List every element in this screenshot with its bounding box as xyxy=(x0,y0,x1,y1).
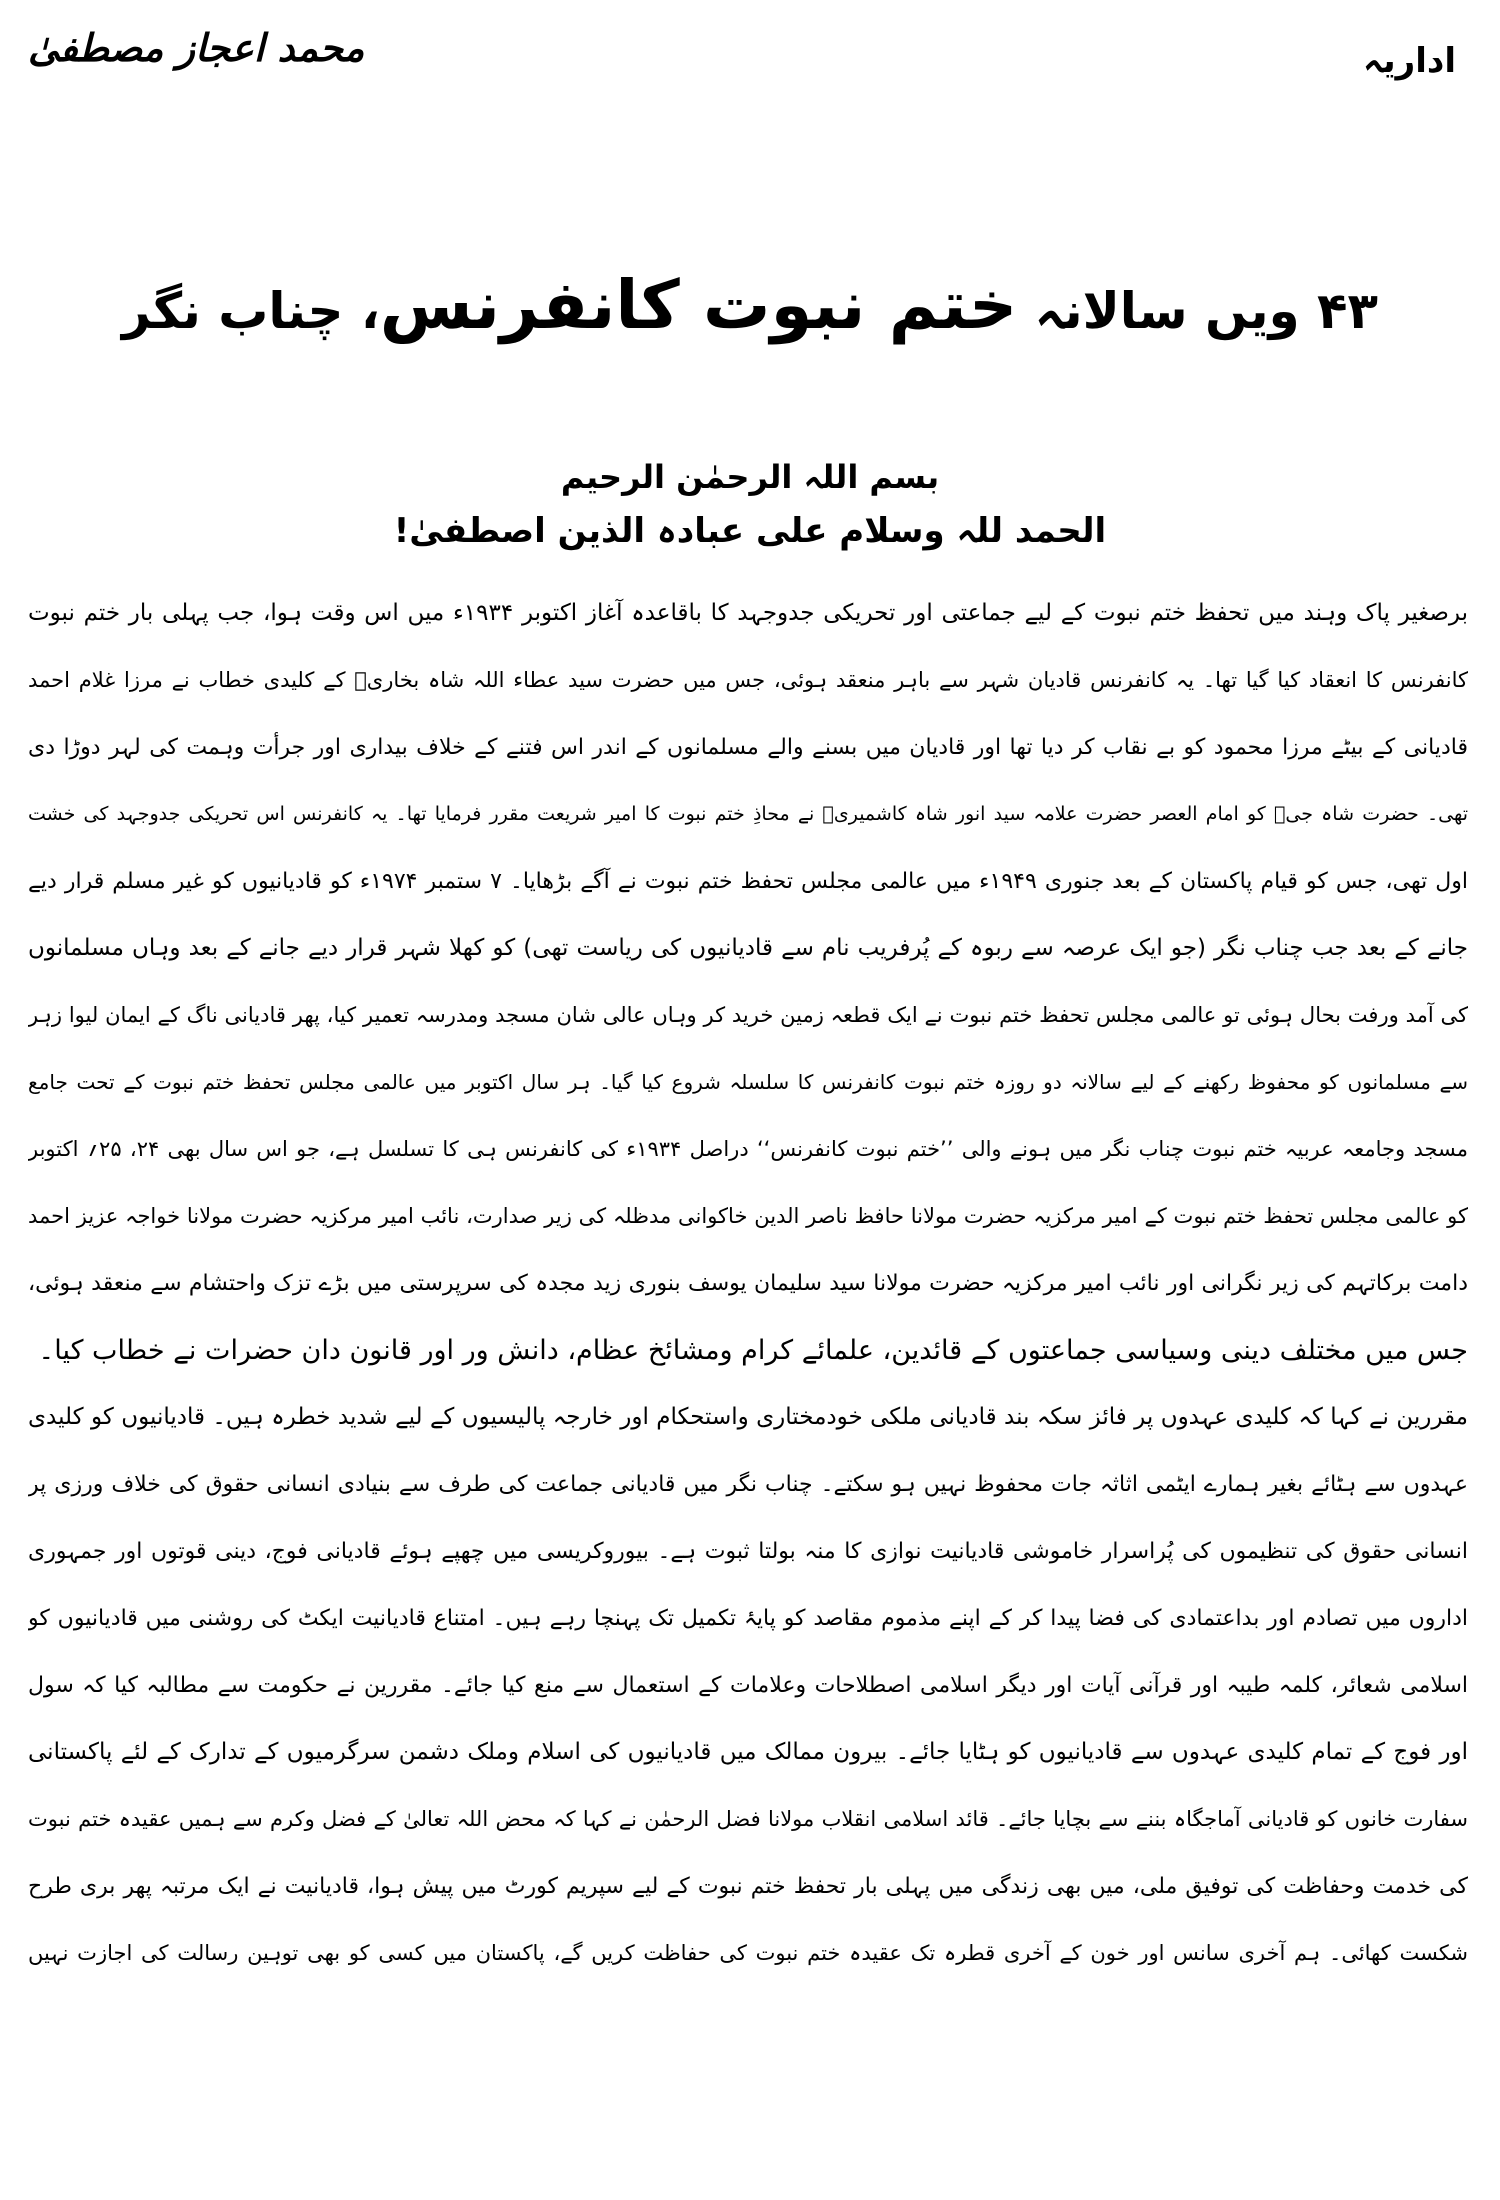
headline-main: ختم نبوت کانفرنس xyxy=(379,266,1018,344)
text-line: جانے کے بعد جب چناب نگر (جو ایک عرصہ سے ربوہ کے پُرفریب نام سے قادیانیوں کی ریاست تھی) کو کھلا شہر قرار دیے جانے کے بعد وہاں مسلمانوں xyxy=(28,935,1468,961)
text-line: اداروں میں تصادم اور بداعتمادی کی فضا پیدا کر کے اپنے مذموم مقاصد کو پایۂ تکمیل تک پہنچا رہے ہیں۔ امتناع قادیانیت ایکٹ کی روشنی میں قادیانیوں کو xyxy=(28,1606,1468,1631)
paragraph-1 xyxy=(28,580,1468,1384)
text-line: جس میں مختلف دینی وسیاسی جماعتوں کے قائدین، علمائے کرام ومشائخ عظام، دانش ور اور قانون دان حضرات نے خطاب کیا۔ xyxy=(38,1335,1468,1366)
text-line: کی آمد ورفت بحال ہوئی تو عالمی مجلس تحفظ ختم نبوت نے ایک قطعہ زمین خرید کر وہاں عالی شان مسجد ومدرسہ تعمیر کیا، پھر قادیانی ناگ کے ایمان لیوا زہر xyxy=(28,1003,1468,1027)
text-line: کو عالمی مجلس تحفظ ختم نبوت کے امیر مرکزیہ حضرت مولانا حافظ ناصر الدین خاکوانی مدظلہ کی زیر صدارت، نائب امیر مرکزیہ حضرت مولانا خواجہ عزیز احمد xyxy=(28,1204,1468,1228)
text-line: دامت برکاتہم کی زیر نگرانی اور نائب امیر مرکزیہ حضرت مولانا سید سلیمان یوسف بنوری زید مجدہ کی سرپرستی میں بڑے تزک واحتشام سے منعقد ہوئی، xyxy=(28,1271,1468,1296)
text-line: عہدوں سے ہٹائے بغیر ہمارے ایٹمی اثاثہ جات محفوظ نہیں ہو سکتے۔ چناب نگر میں قادیانی جماعت کی طرف سے بنیادی انسانی حقوق کی خلاف ورزی پر xyxy=(28,1472,1468,1497)
text-line: سے مسلمانوں کو محفوظ رکھنے کے لیے سالانہ دو روزہ ختم نبوت کانفرنس کا سلسلہ شروع کیا گیا۔ ہر سال اکتوبر میں عالمی مجلس تحفظ ختم نبوت کے تحت جامع xyxy=(28,1070,1468,1094)
author-name: محمد اعجاز مصطفیٰ xyxy=(28,26,365,70)
text-line: اول تھی، جس کو قیام پاکستان کے بعد جنوری ۱۹۴۹ء میں عالمی مجلس تحفظ ختم نبوت نے آگے بڑھایا۔ ۷ ستمبر ۱۹۷۴ء کو قادیانیوں کو غیر مسلم قرار دیے xyxy=(28,869,1468,894)
text-line: کی خدمت وحفاظت کی توفیق ملی، میں بھی زندگی میں پہلی بار تحفظ ختم نبوت کے لیے سپریم کورٹ میں پیش ہوا، قادیانیت نے ایک مرتبہ پھر بری طرح xyxy=(28,1874,1468,1899)
text-line: شکست کھائی۔ ہم آخری سانس اور خون کے آخری قطرہ تک عقیدہ ختم نبوت کی حفاظت کریں گے، پاکستان میں کسی کو بھی توہین رسالت کی اجازت نہیں xyxy=(28,1941,1468,1965)
text-line: مسجد وجامعہ عربیہ ختم نبوت چناب نگر میں ہونے والی ’’ختم نبوت کانفرنس‘‘ دراصل ۱۹۳۴ء کی کانفرنس ہی کا تسلسل ہے، جو اس سال بھی ۲۴، ۲۵؍ اکتوبر xyxy=(28,1137,1468,1161)
text-line: انسانی حقوق کی تنظیموں کی پُراسرار خاموشی قادیانیت نوازی کا منہ بولتا ثبوت ہے۔ بیوروکریسی میں چھپے ہوئے قادیانی فوج، دینی قوتوں اور جمہوری xyxy=(28,1539,1468,1564)
text-line: کانفرنس کا انعقاد کیا گیا تھا۔ یہ کانفرنس قادیان شہر سے باہر منعقد ہوئی، جس میں حضرت سید عطاء اللہ شاہ بخاریؒ کے کلیدی خطاب نے مرزا غلام احمد xyxy=(28,668,1468,692)
section-label: اداریہ xyxy=(1362,41,1456,81)
text-line: اور فوج کے تمام کلیدی عہدوں سے قادیانیوں کو ہٹایا جائے۔ بیرون ممالک میں قادیانیوں کی اسلام وملک دشمن سرگرمیوں کے تدارک کے لئے پاکستانی xyxy=(28,1739,1468,1765)
text-line: برصغیر پاک وہند میں تحفظ ختم نبوت کے لیے جماعتی اور تحریکی جدوجہد کا باقاعدہ آغاز اکتوبر ۱۹۳۴ء میں اس وقت ہوا، جب پہلی بار ختم نبوت xyxy=(28,600,1468,626)
text-line: قادیانی کے بیٹے مرزا محمود کو بے نقاب کر دیا تھا اور قادیان میں بسنے والے مسلمانوں کے اندر اس فتنے کے خلاف بیداری اور جرأت وہمت کی لہر دوڑا دی xyxy=(28,735,1468,760)
paragraph-2 xyxy=(28,1384,1468,1987)
text-line: مقررین نے کہا کہ کلیدی عہدوں پر فائز سکہ بند قادیانی ملکی خودمختاری واستحکام اور خارجہ پالیسیوں کے لیے شدید خطرہ ہیں۔ قادیانیوں کو کلیدی xyxy=(28,1404,1468,1430)
article-body xyxy=(28,580,1468,1987)
salutation: الحمد للہ وسلام علی عبادہ الذین اصطفیٰ! xyxy=(393,511,1107,551)
headline xyxy=(100,230,1400,386)
headline-place: ، چناب نگر xyxy=(122,282,380,340)
text-line: اسلامی شعائر، کلمہ طیبہ اور قرآنی آیات اور دیگر اسلامی اصطلاحات وعلامات کے استعمال سے منع کیا جائے۔ مقررین نے حکومت سے مطالبہ کیا کہ سول xyxy=(28,1673,1468,1698)
bismillah: بسم اللہ الرحمٰن الرحیم xyxy=(560,458,940,496)
headline-number: ۴۳ ویں سالانہ xyxy=(1017,282,1378,340)
text-line: سفارت خانوں کو قادیانی آماجگاہ بننے سے بچایا جائے۔ قائد اسلامی انقلاب مولانا فضل الرحمٰن نے کہا کہ محض اللہ تعالیٰ کے فضل وکرم سے ہمیں عقیدہ ختم نبوت xyxy=(28,1807,1468,1831)
text-line: تھی۔ حضرت شاہ جیؒ کو امام العصر حضرت علامہ سید انور شاہ کاشمیریؒ نے محاذِ ختم نبوت کا امیر شریعت مقرر فرمایا تھا۔ یہ کانفرنس اس تحریکی جدوجہد کی خشت xyxy=(28,803,1468,825)
